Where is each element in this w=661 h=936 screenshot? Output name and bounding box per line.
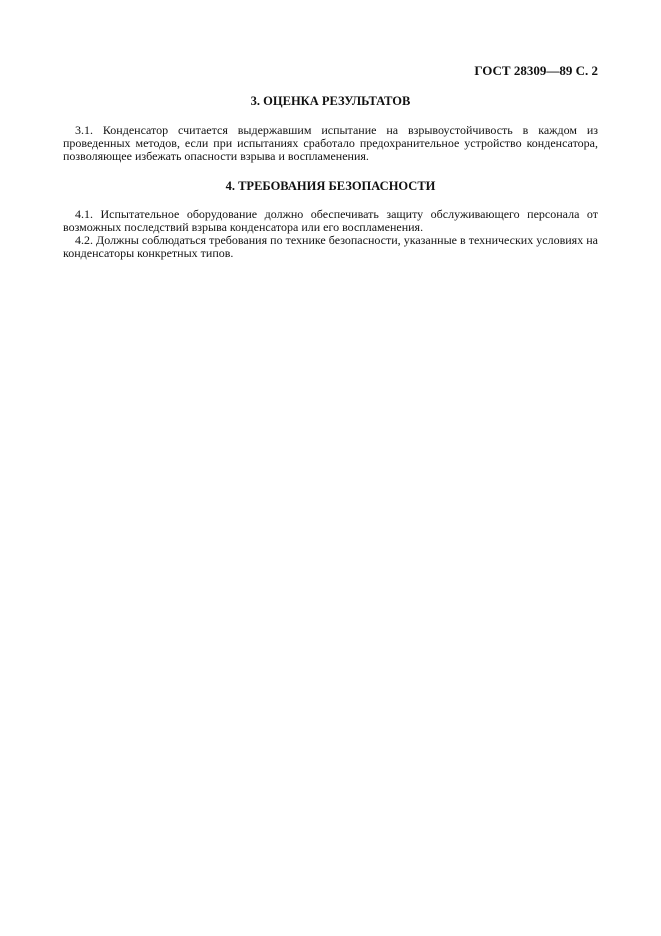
paragraph-4-1: 4.1. Испытательное оборудование должно обеспечивать защиту обслуживающего персонала от возможных последствий взрыва конденсатора или его воспламенения. [63, 207, 598, 234]
section-3-heading: 3. ОЦЕНКА РЕЗУЛЬТАТОВ [250, 94, 411, 108]
section-4-heading: 4. ТРЕБОВАНИЯ БЕЗОПАСНОСТИ [225, 179, 436, 193]
paragraph-4-2: 4.2. Должны соблюдаться требования по технике безопасности, указанные в технических условиях на конденсаторы конкретных типов. [63, 233, 598, 260]
page-header: ГОСТ 28309—89 С. 2 [474, 63, 598, 78]
paragraph-3-1: 3.1. Конденсатор считается выдержавшим испытание на взрывоустойчивость в каждом из проведенных методов, если при испытаниях сработало предохранительное устройство конденсатора, позволяющее избежать опасности взрыва и воспламенения. [63, 123, 598, 163]
